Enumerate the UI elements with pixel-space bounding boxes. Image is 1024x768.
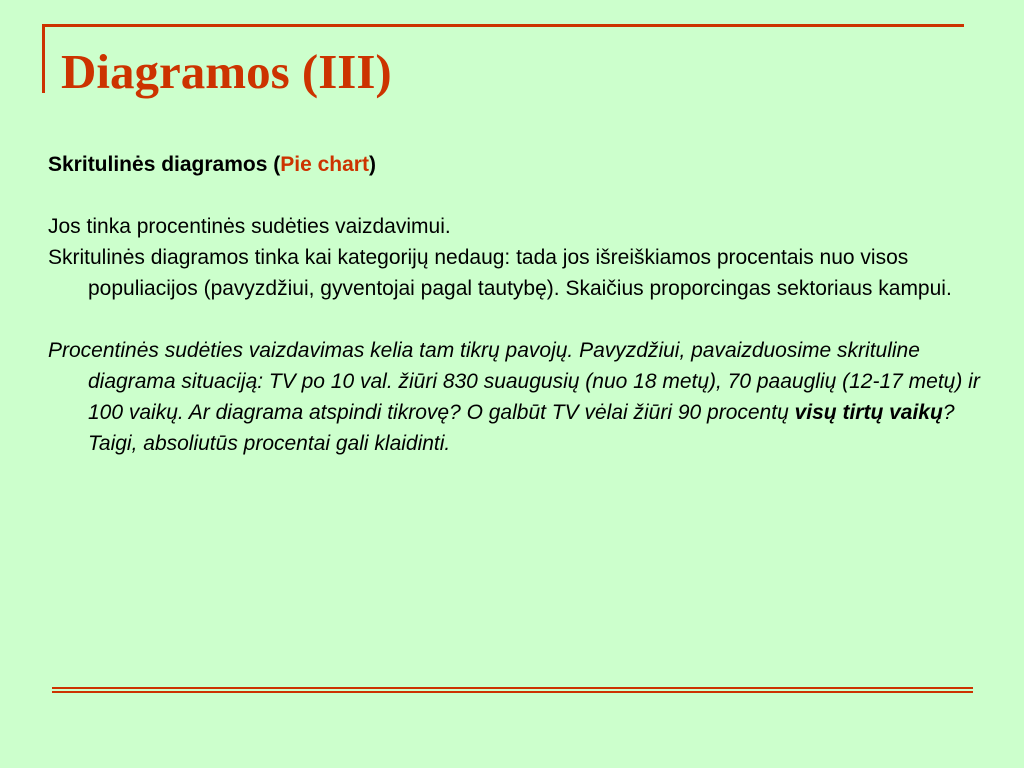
- paragraph-usage: Jos tinka procentinės sudėties vaizdavimui.: [48, 215, 451, 238]
- slide-title: Diagramos (III): [61, 44, 392, 99]
- paragraph-spacer: [48, 304, 998, 335]
- section-heading-prefix: Skritulinės diagramos (: [48, 153, 281, 176]
- section-heading-suffix: ): [368, 153, 376, 176]
- paragraph-warning-emphasis: visų tirtų vaikų: [794, 401, 943, 424]
- paragraph-spacer: [48, 180, 998, 211]
- slide-body: [48, 149, 998, 459]
- footer-rule-lower: [52, 691, 973, 693]
- paragraph-warning-text-end: ? Taigi, absoliutūs procentai gali klaidinti.: [88, 401, 955, 455]
- footer-rule-upper: [52, 687, 973, 689]
- paragraph-categories: Skritulinės diagramos tinka kai kategorijų nedaug: tada jos išreiškiamos procentais nuo visos populiacijos (pavyzdžiui, gyventojai pagal tautybę). Skaičius proporcingas sektoriaus kampui.: [48, 246, 952, 300]
- paragraph-warning-text-start: Procentinės sudėties vaizdavimas kelia tam tikrų pavojų. Pavyzdžiui, pavaizduosime skrituline diagrama situaciją: TV po 10 val. žiūri 830 suaugusių (nuo 18 metų), 70 paauglių (12-17 metų) ir 100 vaikų. Ar diagrama atspindi tikrovę? O galbūt TV vėlai žiūri 90 procentų: [48, 339, 980, 424]
- section-heading: [48, 149, 998, 180]
- paragraph-warning: [48, 335, 998, 459]
- section-heading-term: Pie chart: [280, 153, 369, 176]
- title-frame-top-line: [42, 24, 964, 27]
- title-frame-left-line: [42, 26, 45, 93]
